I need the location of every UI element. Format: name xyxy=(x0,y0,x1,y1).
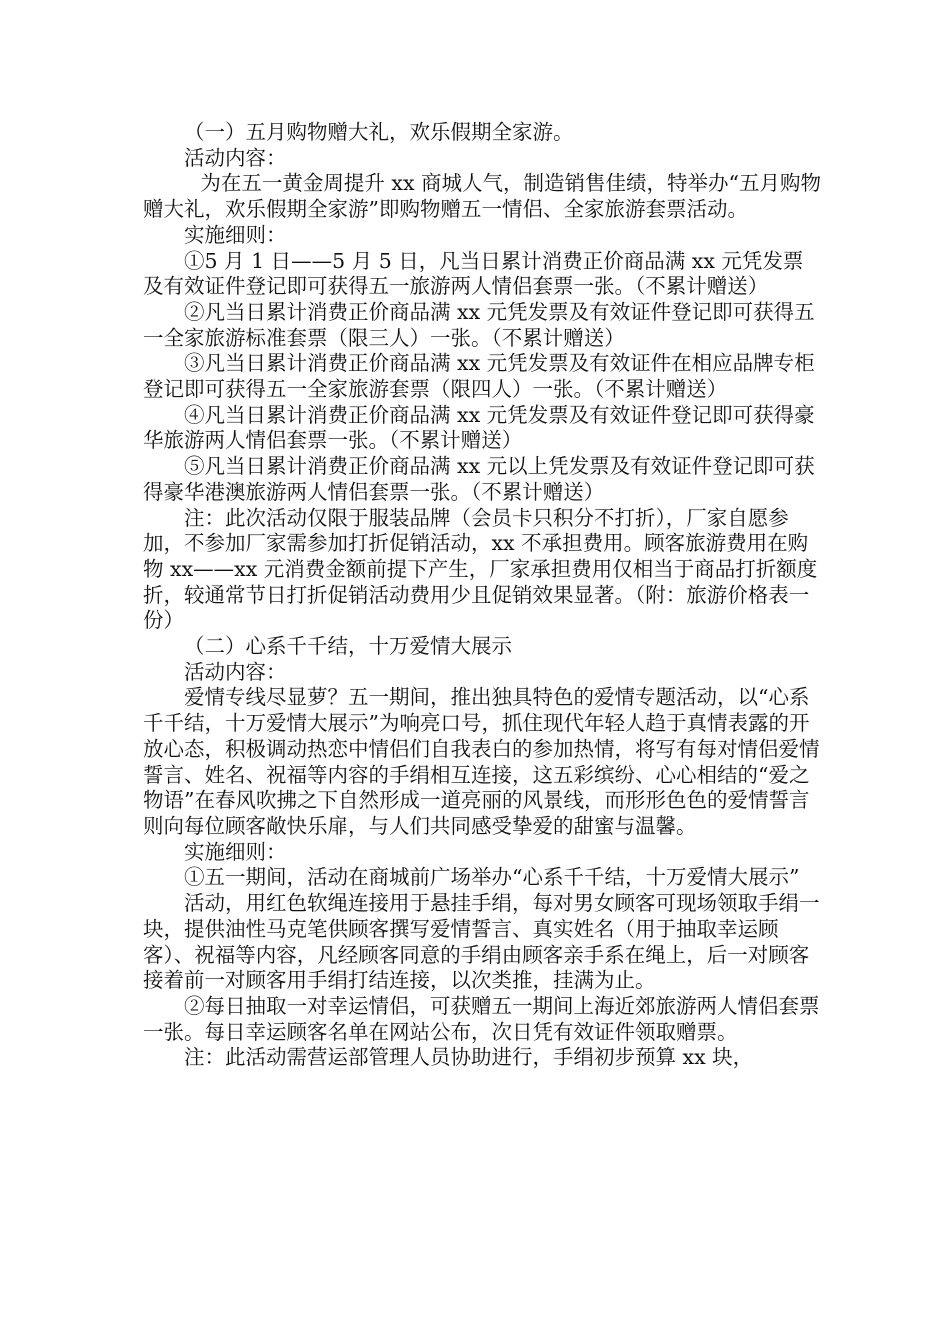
rule-item-5: ⑤凡当日累计消费正价商品满 xx 元以上凭发票及有效证件登记即可获得豪华港澳旅游两人情侣套票一张。（不累计赠送） xyxy=(143,454,815,504)
rules-label-2: 实施细则： xyxy=(184,839,287,864)
rule-item-2-1-cont: 活动，用红色软绳连接用于悬挂手绢，每对男女顾客可现场领取手绢一块，提供油性马克笔供顾客撰写爱情誓言、真实姓名（用于抽取幸运顾客）、祝福等内容，凡经顾客同意的手绢由顾客亲手系在绳上，后一对顾客接着前一对顾客用手绢打结连接，以次类推，挂满为止。 xyxy=(143,891,820,993)
rules-label: 实施细则： xyxy=(184,222,287,247)
rule-item-1: ①5 月 1 日——5 月 5 日，凡当日累计消费正价商品满 xx 元凭发票及有效证件登记即可获得五一旅游两人情侣套票一张。（不累计赠送） xyxy=(143,248,804,299)
activity-content-label-2: 活动内容： xyxy=(184,659,287,684)
section-heading-2: （二）心系千千结，十万爱情大展示 xyxy=(184,634,512,659)
paragraph-intro-1: 为在五一黄金周提升 xx 商城人气，制造销售佳绩，特举办“五月购物赠大礼，欢乐假期全家游”即购物赠五一情侣、全家旅游套票活动。 xyxy=(143,171,822,222)
section-heading-1: （一）五月购物赠大礼，欢乐假期全家游。 xyxy=(184,120,574,144)
note-paragraph-2: 注：此活动需营运部管理人员协助进行，手绢初步预算 xx 块， xyxy=(184,1045,754,1070)
activity-content-label: 活动内容： xyxy=(184,145,287,170)
rule-item-2: ②凡当日累计消费正价商品满 xx 元凭发票及有效证件登记即可获得五一全家旅游标准套票（限三人）一张。（不累计赠送） xyxy=(143,299,815,350)
document-body xyxy=(143,120,823,1071)
note-paragraph-1: 注：此次活动仅限于服装品牌（会员卡只积分不打折），厂家自愿参加，不参加厂家需参加打折促销活动，xx 不承担费用。顾客旅游费用在购物 xx——xx 元消费金额前提下产生，厂家承担费用仅相当于商品打折额度折，较通常节日打折促销活动费用少且促销效果显著。（附：旅游价格表一份） xyxy=(143,505,818,633)
paragraph-intro-2: 爱情专线尽显萝？五一期间，推出独具特色的爱情专题活动，以“心系千千结，十万爱情大展示”为响亮口号，抓住现代年轻人趋于真情表露的开放心态，积极调动热恋中情侣们自我表白的参加热情，将写有每对情侣爱情誓言、姓名、祝福等内容的手绢相互连接，这五彩缤纷、心心相结的“爱之物语”在春风吹拂之下自然形成一道亮丽的风景线，而形形色色的爱情誓言则向每位顾客敞快乐扉，与人们共同感受挚爱的甜蜜与温馨。 xyxy=(143,685,820,838)
rule-item-3: ③凡当日累计消费正价商品满 xx 元凭发票及有效证件在相应品牌专柜登记即可获得五一全家旅游套票（限四人）一张。（不累计赠送） xyxy=(143,351,815,402)
rule-item-4: ④凡当日累计消费正价商品满 xx 元凭发票及有效证件登记即可获得豪华旅游两人情侣套票一张。（不累计赠送） xyxy=(143,402,815,453)
rule-item-2-2: ②每日抽取一对幸运情侣，可获赠五一期间上海近郊旅游两人情侣套票一张。每日幸运顾客名单在网站公布，次日凭有效证件领取赠票。 xyxy=(143,993,820,1044)
rule-item-2-1: ①五一期间，活动在商城前广场举办“心系千千结，十万爱情大展示” xyxy=(184,865,800,890)
